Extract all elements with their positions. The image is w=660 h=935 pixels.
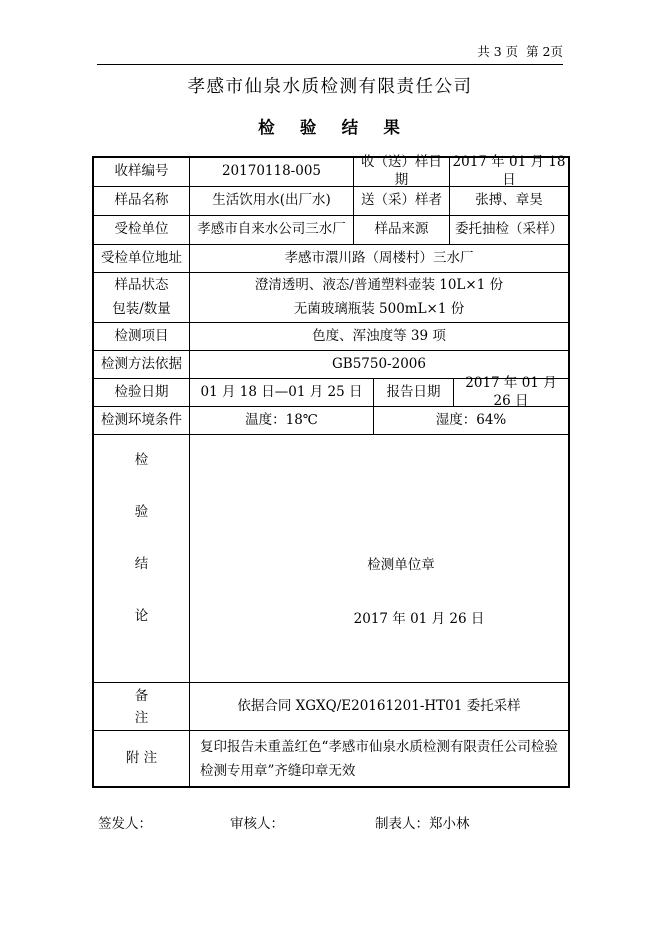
company-title: 孝感市仙泉水质检测有限责任公司 [187, 77, 473, 97]
document-title: 检 验 结 果 [258, 118, 402, 137]
label-test-date: 检验日期 [94, 379, 190, 406]
value-sample-no: 20170118-005 [190, 158, 354, 186]
conclusion-char-2: 验 [134, 504, 149, 520]
table-row-note [94, 731, 568, 786]
page-number-header: 共 3 页 第 2页 [97, 42, 563, 65]
remark-label-line1: 备 [134, 687, 149, 704]
value-conclusion [190, 435, 568, 682]
label-report-date: 报告日期 [374, 379, 454, 406]
value-method: GB5750-2006 [332, 355, 426, 372]
value-sample-state [190, 273, 568, 322]
table-row-remark [94, 683, 568, 731]
value-test-date: 01 月 18 日—01 月 25 日 [190, 379, 374, 406]
table-row-environment [94, 407, 568, 435]
value-report-date: 2017 年 01 月 26 日 [465, 374, 557, 409]
label-sample-state-line1: 样品状态 [114, 276, 169, 293]
report-table [92, 156, 570, 788]
table-row-sample-state [94, 273, 568, 323]
label-sample-state-line2: 包装/数量 [112, 300, 171, 317]
label-receive-date: 收（送）样日期 [354, 158, 450, 186]
conclusion-char-3: 结 [134, 556, 149, 572]
table-row-sample-name [94, 187, 568, 216]
signature-footer [0, 812, 660, 834]
table-row-conclusion [94, 435, 568, 683]
value-unit-address: 孝感市澴川路（周楼村）三水厂 [284, 249, 474, 266]
label-sample-source: 样品来源 [354, 216, 450, 244]
table-row-test-items [94, 323, 568, 351]
label-sample-no: 收样编号 [94, 158, 190, 186]
label-sample-name: 样品名称 [94, 187, 190, 215]
conclusion-char-4: 论 [134, 608, 149, 624]
value-test-items: 色度、浑浊度等 39 项 [312, 327, 446, 344]
label-environment: 检测环境条件 [94, 407, 190, 434]
value-sampler: 张搏、章昊 [475, 192, 543, 209]
value-note: 复印报告未重盖红色“孝感市仙泉水质检测有限责任公司检验检测专用章”齐缝印章无效 [200, 738, 558, 779]
label-sample-state [94, 273, 190, 322]
value-temperature: 温度：18℃ [190, 407, 374, 434]
remark-label-line2: 注 [134, 709, 149, 726]
table-row-test-date [94, 374, 568, 409]
value-sample-name: 生活饮用水(出厂水) [190, 187, 354, 215]
issuer-signature-label: 签发人： [98, 816, 152, 832]
value-remark: 依据合同 XGXQ/E20161201-HT01 委托采样 [237, 697, 521, 714]
label-note: 附 注 [94, 731, 190, 786]
label-unit-address: 受检单位地址 [94, 245, 190, 272]
table-row-sample-no [94, 154, 568, 188]
preparer-signature-label: 制表人：郑小林 [375, 816, 470, 832]
seal-placeholder-text: 检测单位章 [367, 557, 435, 573]
conclusion-date: 2017 年 01 月 26 日 [353, 610, 485, 627]
label-conclusion [94, 435, 190, 682]
value-sample-source: 委托抽检（采样） [455, 221, 563, 238]
label-inspected-unit: 受检单位 [94, 216, 190, 244]
table-row-inspected-unit [94, 216, 568, 245]
value-sample-state-line2: 无菌玻璃瓶装 500mL×1 份 [293, 300, 465, 317]
label-sampler: 送（采）样者 [354, 187, 450, 215]
conclusion-char-1: 检 [134, 452, 149, 468]
value-inspected-unit: 孝感市自来水公司三水厂 [190, 216, 354, 244]
value-humidity: 湿度：64% [435, 411, 507, 428]
reviewer-signature-label: 审核人： [230, 816, 284, 832]
table-row-unit-address [94, 245, 568, 273]
label-remark [94, 683, 190, 730]
label-test-items: 检测项目 [94, 323, 190, 350]
value-sample-state-line1: 澄清透明、液态/普通塑料壶装 10L×1 份 [254, 276, 504, 293]
value-receive-date: 2017 年 01 月 18 日 [452, 154, 566, 188]
label-method: 检测方法依据 [94, 351, 190, 378]
